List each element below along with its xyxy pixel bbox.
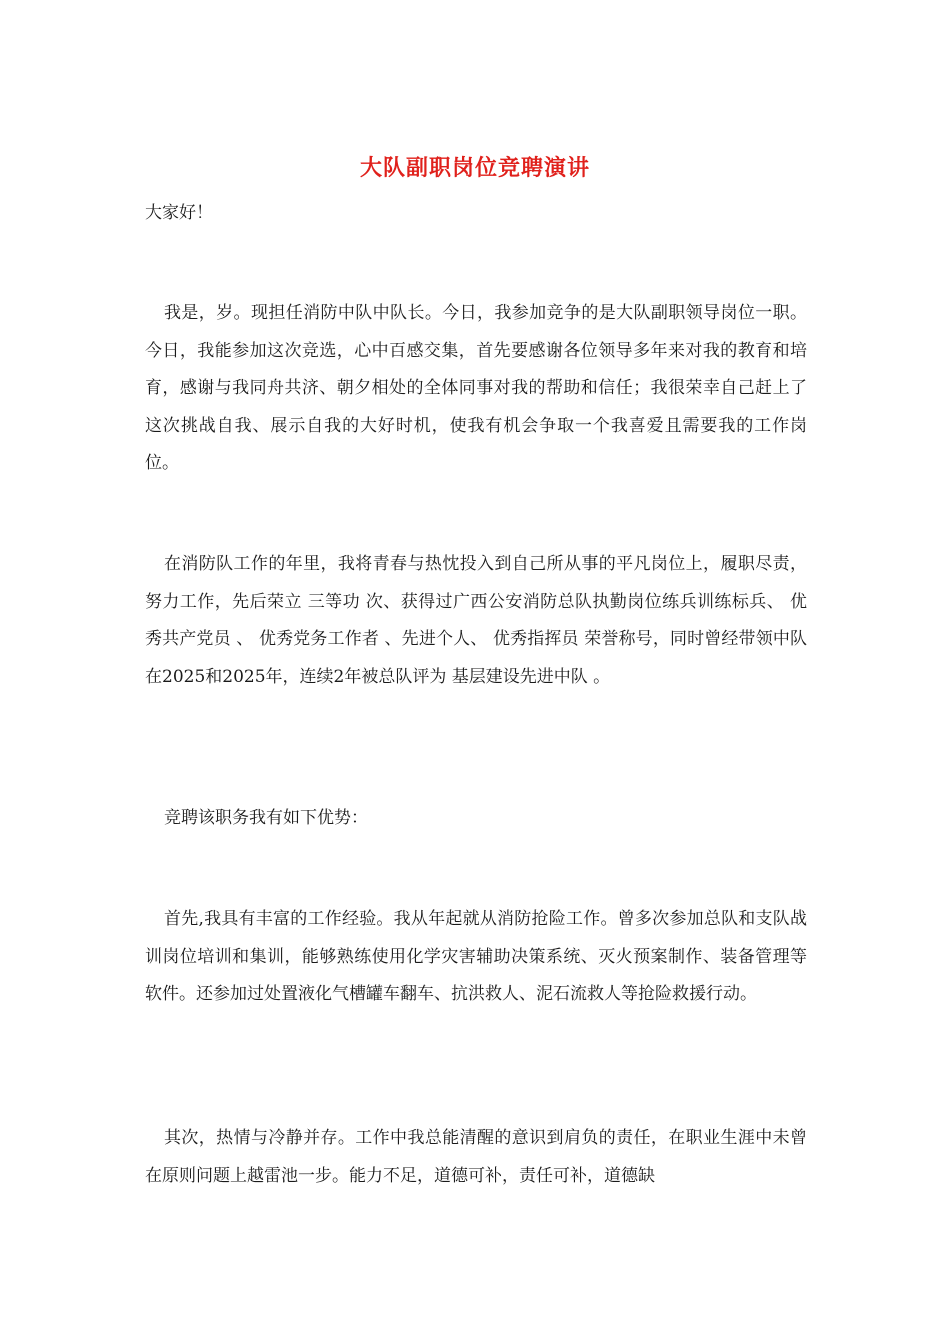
greeting-line: 大家好！ xyxy=(145,203,213,223)
document-title: 大队副职岗位竞聘演讲 xyxy=(359,155,590,181)
paragraph-experience: 首先,我具有丰富的工作经验。我从年起就从消防抢险工作。曾多次参加总队和支队战训岗位培训和集训，能够熟练使用化学灾害辅助决策系统、灭火预案制作、装备管理等软件。还参加过处置液化气槽罐车翻车、抗洪救人、泥石流救人等抢险救援行动。 xyxy=(145,909,807,1004)
paragraph-introduction: 我是，岁。现担任消防中队中队长。今日，我参加竞争的是大队副职领导岗位一职。今日，我能参加这次竞选，心中百感交集，首先要感谢各位领导多年来对我的教育和培育，感谢与我同舟共济、朝夕相处的全体同事对我的帮助和信任；我很荣幸自己赶上了这次挑战自我、展示自我的大好时机，使我有机会争取一个我喜爱且需要我的工作岗位。 xyxy=(145,303,807,473)
paragraph-achievements: 在消防队工作的年里，我将青春与热忱投入到自己所从事的平凡岗位上，履职尽责，努力工作，先后荣立 三等功 次、获得过广西公安消防总队执勤岗位练兵训练标兵、 优秀共产党员 、 优秀党务工作者 、先进个人、 优秀指挥员 荣誉称号，同时曾经带领中队在2025和2025年，连续2年被总队评为 基层建设先进中队 。 xyxy=(145,554,807,687)
paragraph-advantages-heading: 竞聘该职务我有如下优势： xyxy=(164,808,368,828)
paragraph-temperament: 其次，热情与冷静并存。工作中我总能清醒的意识到肩负的责任，在职业生涯中未曾在原则问题上越雷池一步。能力不足，道德可补，责任可补，道德缺 xyxy=(145,1128,807,1186)
